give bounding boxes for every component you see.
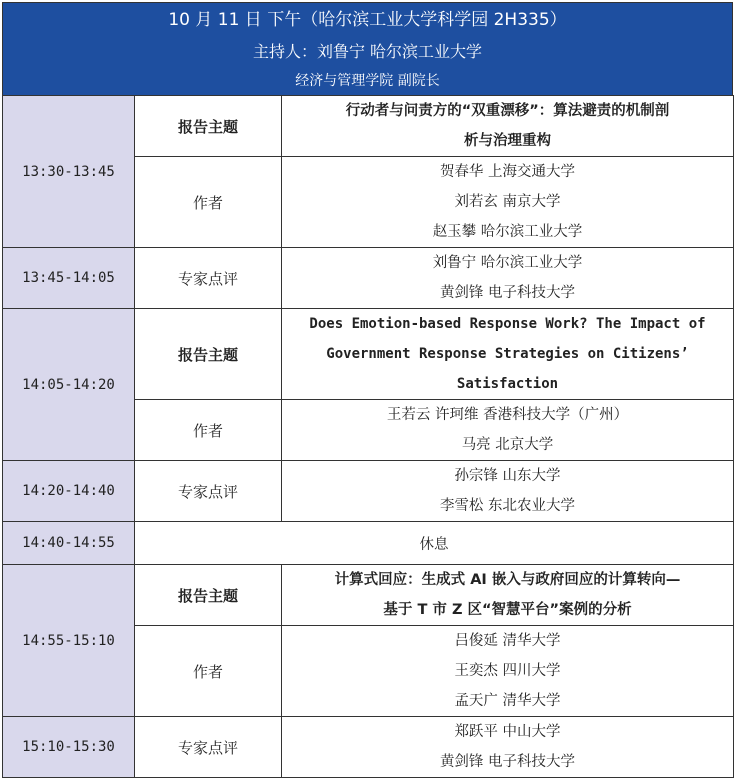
- report-title-line: Does Emotion-based Response Work? The Impact of: [309, 316, 706, 332]
- reviewer-entry: 郑跃平 中山大学: [454, 724, 561, 740]
- time-slot: 13:30-13:45: [3, 96, 135, 248]
- reviewer-entry: 黄剑锋 电子科技大学: [439, 285, 576, 301]
- table-row: [3, 717, 734, 778]
- report-title-line: Satisfaction: [456, 376, 559, 392]
- author-entry: 吕俊延 清华大学: [454, 633, 561, 649]
- author-entry: 马亮 北京大学: [461, 437, 554, 453]
- host-title: 经济与管理学院 副院长: [295, 73, 440, 89]
- table-row: [3, 565, 734, 626]
- reviewer-entry: 李雪松 东北农业大学: [439, 498, 576, 514]
- author-entry: 贺春华 上海交通大学: [439, 164, 576, 180]
- author-list: [282, 626, 734, 717]
- table-row: [3, 309, 734, 400]
- author-list: [282, 157, 734, 248]
- review-label: 专家点评: [135, 461, 282, 522]
- reviewer-entry: 黄剑锋 电子科技大学: [439, 754, 576, 770]
- author-entry: 刘若玄 南京大学: [454, 194, 561, 210]
- reviewer-list: [282, 461, 734, 522]
- report-title-line: 计算式回应：生成式 AI 嵌入与政府回应的计算转向—: [334, 572, 681, 588]
- report-title: [282, 96, 734, 157]
- report-title-line: 基于 T 市 Z 区“智慧平台”案例的分析: [383, 602, 632, 618]
- time-slot: 14:40-14:55: [3, 522, 135, 565]
- author-entry: 王奕杰 四川大学: [454, 663, 561, 679]
- report-title-line: 析与治理重构: [464, 133, 551, 149]
- review-label: 专家点评: [135, 248, 282, 309]
- schedule-sheet: [2, 2, 733, 778]
- report-title-line: 行动者与问责方的“双重漂移”：算法避责的机制剖: [345, 103, 670, 119]
- table-row: [3, 248, 734, 309]
- time-slot: 15:10-15:30: [3, 717, 135, 778]
- report-title-line: Government Response Strategies on Citizens’: [326, 346, 689, 362]
- reviewer-entry: 孙宗锋 山东大学: [454, 468, 561, 484]
- topic-label: 报告主题: [135, 96, 282, 157]
- author-entry: 孟天广 清华大学: [454, 693, 561, 709]
- authors-label: 作者: [135, 400, 282, 461]
- table-row: [3, 96, 734, 157]
- report-title: [282, 309, 734, 400]
- host-line: 主持人：刘鲁宁 哈尔滨工业大学: [252, 42, 483, 61]
- review-label: 专家点评: [135, 717, 282, 778]
- reviewer-entry: 刘鲁宁 哈尔滨工业大学: [432, 255, 583, 271]
- topic-label: 报告主题: [135, 309, 282, 400]
- author-list: [282, 400, 734, 461]
- schedule-header: [2, 2, 733, 95]
- report-title: [282, 565, 734, 626]
- time-slot: 14:55-15:10: [3, 565, 135, 717]
- reviewer-list: [282, 717, 734, 778]
- authors-label: 作者: [135, 157, 282, 248]
- table-row: [3, 461, 734, 522]
- time-slot: 14:20-14:40: [3, 461, 135, 522]
- time-slot: 13:45-14:05: [3, 248, 135, 309]
- author-entry: 赵玉攀 哈尔滨工业大学: [432, 224, 583, 240]
- topic-label: 报告主题: [135, 565, 282, 626]
- schedule-table: [2, 95, 734, 778]
- authors-label: 作者: [135, 626, 282, 717]
- session-date-venue: 10 月 11 日 下午（哈尔滨工业大学科学园 2H335）: [168, 10, 567, 30]
- table-row: [3, 522, 734, 565]
- break-cell: 休息: [135, 522, 734, 565]
- author-entry: 王若云 许珂维 香港科技大学（广州）: [386, 407, 629, 423]
- reviewer-list: [282, 248, 734, 309]
- time-slot: 14:05-14:20: [3, 309, 135, 461]
